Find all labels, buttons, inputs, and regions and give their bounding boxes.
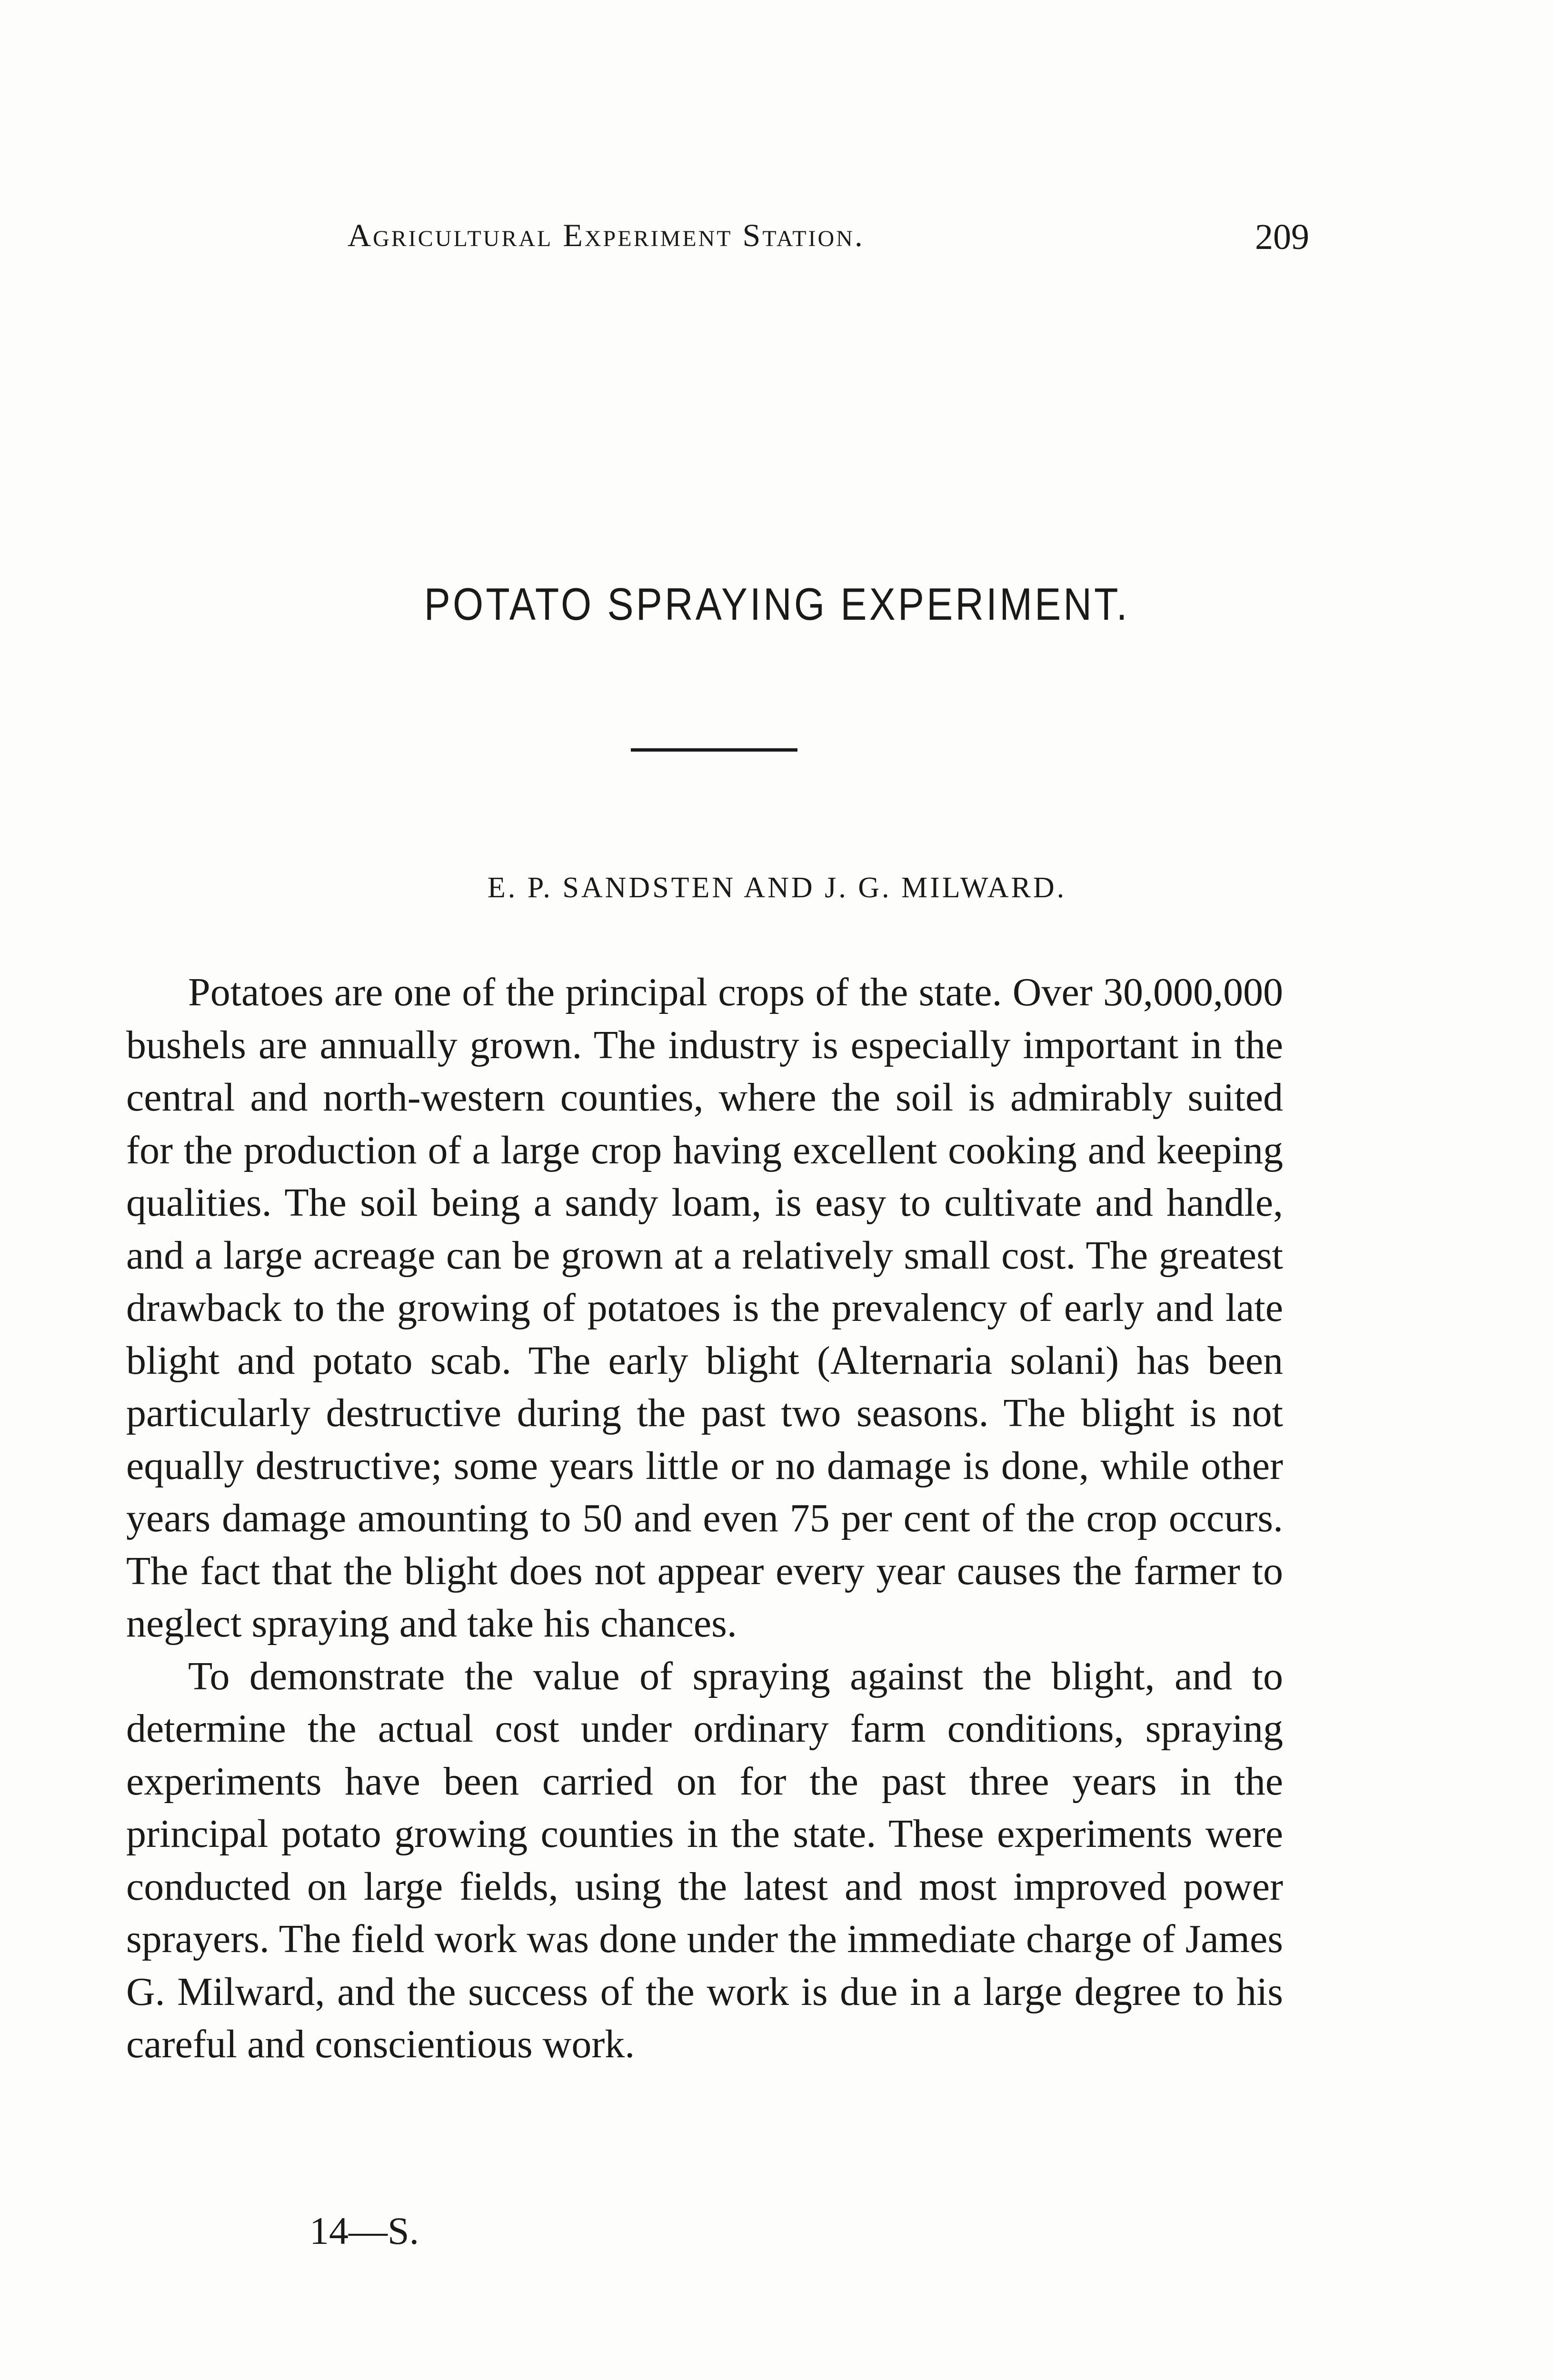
signature-mark: 14—S. (309, 2209, 419, 2252)
article-title: POTATO SPRAYING EXPERIMENT. (424, 579, 1130, 630)
body-paragraph: To demonstrate the value of spraying against the blight, and to determine the actual cost under ordinary farm conditions, spraying experiments have been carried on for the past three years in the principal potato growing counties in the state. These experiments were conducted on large fields, using the latest and most improved power sprayers. The field work was done under the immediate charge of James G. Milward, and the success of the work is due in a large degree to his careful and conscientious work. (126, 1654, 1283, 2066)
running-title: Agricultural Experiment Station. (348, 217, 865, 253)
body-paragraph: Potatoes are one of the principal crops of the state. Over 30,000,000 bushels are annually grown. The industry is especially important in the central and north-western counties, where the soil is admirably suited for the production of a large crop having excellent cooking and keeping qualities. The soil being a sandy loam, is easy to cultivate and handle, and a large acreage can be grown at a relatively small cost. The greatest drawback to the growing of potatoes is the prevalency of early and late blight and potato scab. The early blight (Alternaria solani) has been particularly destructive during the past two seasons. The blight is not equally destructive; some years little or no damage is done, while other years damage amounting to 50 and even 75 per cent of the crop occurs. The fact that the blight does not appear every year causes the farmer to neglect spraying and take his chances. (126, 970, 1283, 1646)
page-number: 209 (1255, 217, 1309, 257)
article-body (126, 966, 1283, 2071)
title-rule (631, 748, 797, 752)
running-head (348, 217, 1309, 259)
article-authors: E. P. SANDSTEN AND J. G. MILWARD. (487, 872, 1067, 904)
